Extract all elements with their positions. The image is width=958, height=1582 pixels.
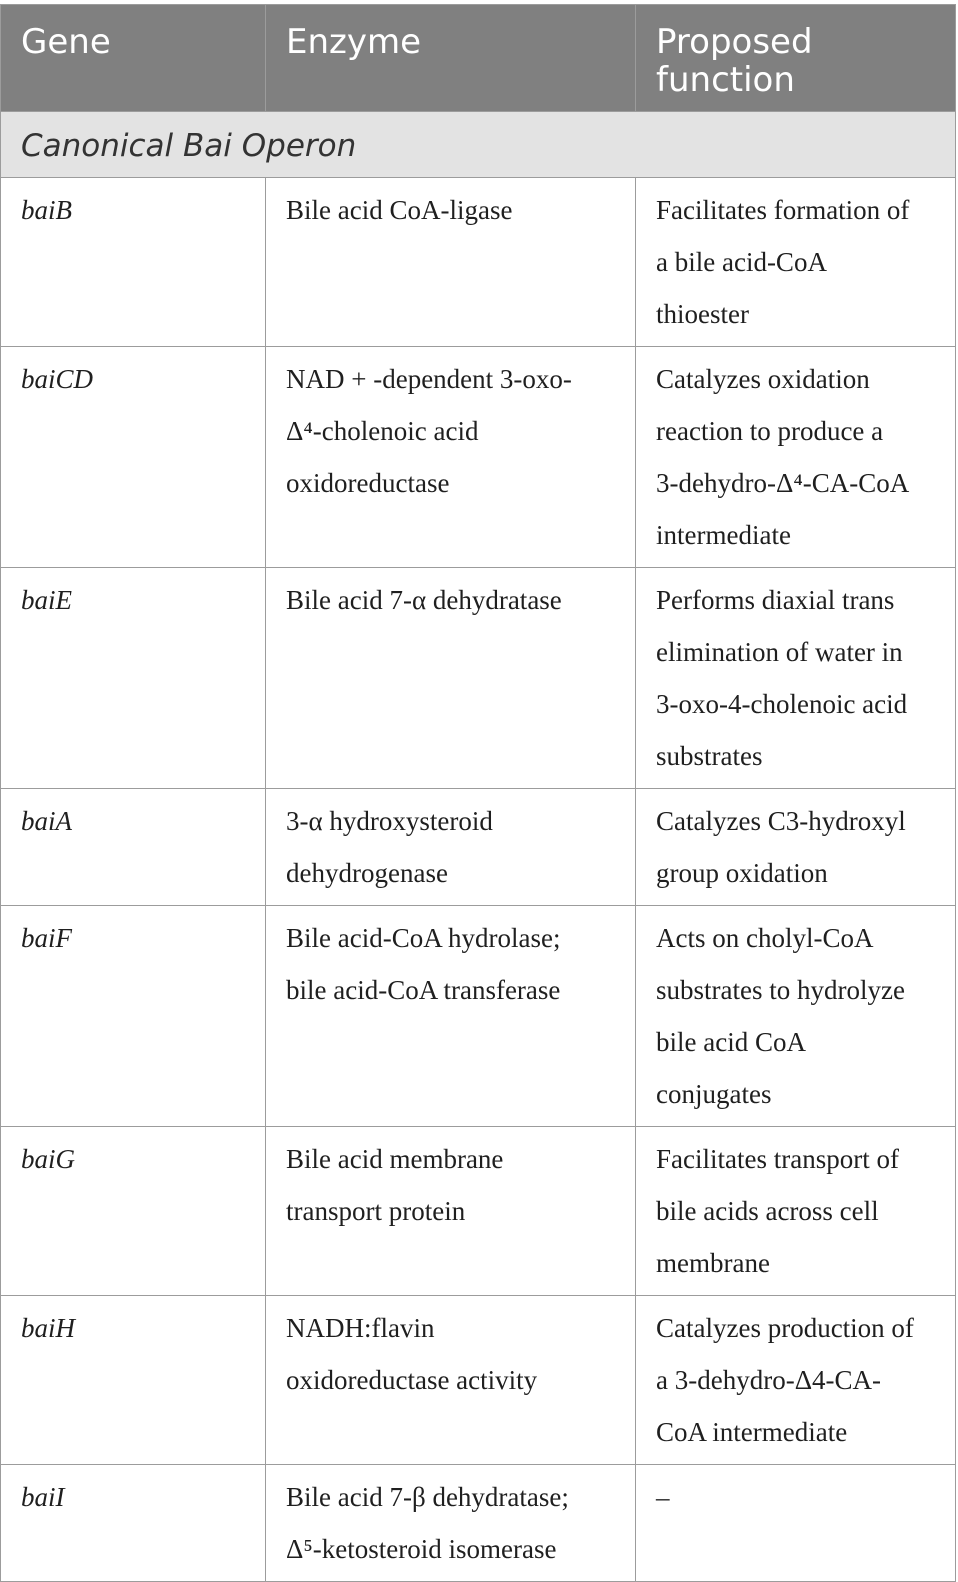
function-cell: Facilitates transport of bile acids across cell membrane bbox=[636, 1127, 956, 1296]
enzyme-cell: NAD + -dependent 3-oxo- Δ⁴-cholenoic acid oxidoreductase bbox=[266, 347, 636, 568]
enzyme-cell: Bile acid 7-α dehydratase bbox=[266, 568, 636, 789]
table-row bbox=[1, 347, 956, 568]
function-cell: – bbox=[636, 1465, 956, 1582]
gene-cell: baiI bbox=[1, 1465, 266, 1582]
gene-cell: baiF bbox=[1, 906, 266, 1127]
gene-cell: baiA bbox=[1, 789, 266, 906]
function-cell: Catalyzes C3-hydroxyl group oxidation bbox=[636, 789, 956, 906]
function-cell: Catalyzes production of a 3-dehydro-Δ4-CA- CoA intermediate bbox=[636, 1296, 956, 1465]
header-proposed-function: Proposed function bbox=[636, 5, 956, 112]
table-row bbox=[1, 789, 956, 906]
gene-cell: baiCD bbox=[1, 347, 266, 568]
table-row bbox=[1, 178, 956, 347]
table-row bbox=[1, 906, 956, 1127]
enzyme-cell: Bile acid-CoA hydrolase; bile acid-CoA transferase bbox=[266, 906, 636, 1127]
enzyme-cell: 3-α hydroxysteroid dehydrogenase bbox=[266, 789, 636, 906]
gene-cell: baiG bbox=[1, 1127, 266, 1296]
enzyme-cell: Bile acid membrane transport protein bbox=[266, 1127, 636, 1296]
function-cell: Acts on cholyl-CoA substrates to hydrolyze bile acid CoA conjugates bbox=[636, 906, 956, 1127]
section-row bbox=[1, 112, 956, 178]
header-enzyme: Enzyme bbox=[266, 5, 636, 112]
function-cell: Performs diaxial trans elimination of water in 3-oxo-4-cholenoic acid substrates bbox=[636, 568, 956, 789]
table-row bbox=[1, 568, 956, 789]
gene-cell: baiB bbox=[1, 178, 266, 347]
gene-cell: baiH bbox=[1, 1296, 266, 1465]
gene-cell: baiE bbox=[1, 568, 266, 789]
table-row bbox=[1, 1296, 956, 1465]
table-row bbox=[1, 1127, 956, 1296]
function-cell: Catalyzes oxidation reaction to produce a 3-dehydro-Δ⁴-CA-CoA intermediate bbox=[636, 347, 956, 568]
enzyme-cell: NADH:flavin oxidoreductase activity bbox=[266, 1296, 636, 1465]
enzyme-cell: Bile acid CoA-ligase bbox=[266, 178, 636, 347]
section-label: Canonical Bai Operon bbox=[1, 112, 956, 178]
bai-operon-table bbox=[0, 4, 956, 1582]
header-gene: Gene bbox=[1, 5, 266, 112]
table-row bbox=[1, 1465, 956, 1582]
function-cell: Facilitates formation of a bile acid-CoA thioester bbox=[636, 178, 956, 347]
header-row bbox=[1, 5, 956, 112]
enzyme-cell: Bile acid 7-β dehydratase; Δ⁵-ketosteroid isomerase bbox=[266, 1465, 636, 1582]
